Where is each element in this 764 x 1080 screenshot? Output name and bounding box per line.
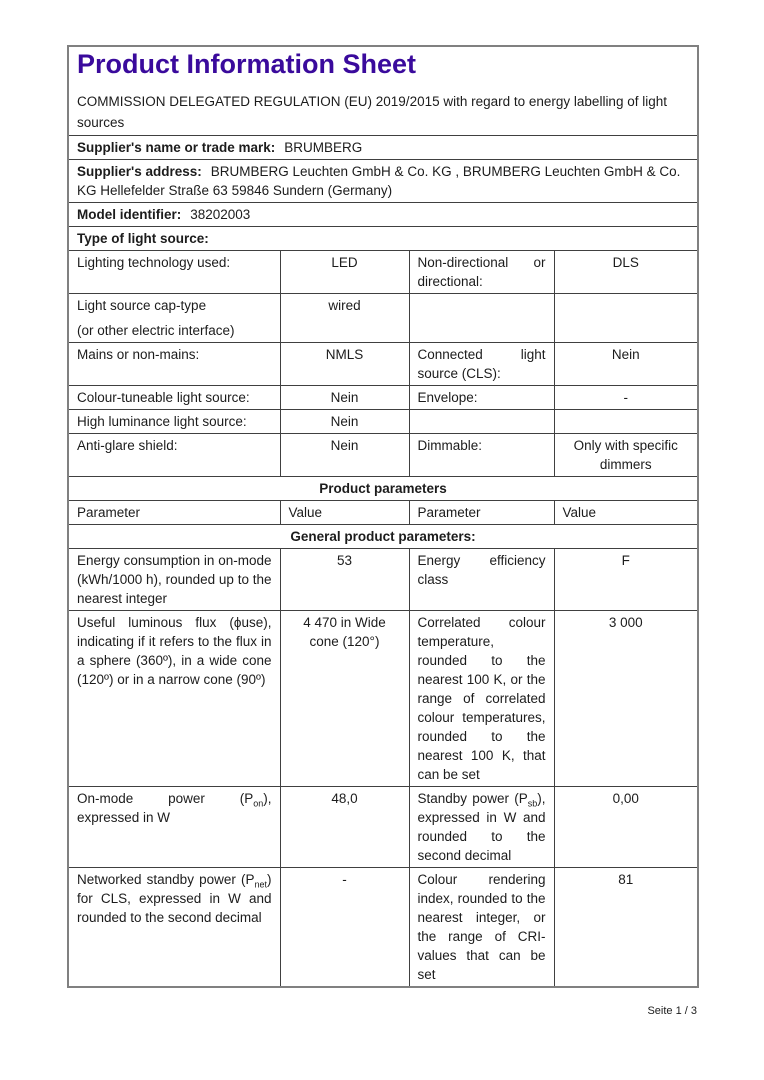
value-cell: 3 000 <box>554 611 698 787</box>
table-row <box>68 868 698 988</box>
empty-cell <box>409 294 554 343</box>
value-cell: LED <box>280 251 409 294</box>
cap-type-line1: Light source cap-type <box>77 298 207 313</box>
supplier-address-row <box>68 160 698 203</box>
column-header-row <box>68 501 698 525</box>
supplier-name-cell <box>68 136 698 160</box>
value-cell: Nein <box>554 343 698 386</box>
value-cell: - <box>554 386 698 410</box>
table-row <box>68 410 698 434</box>
param-label-cell: On-mode power $(P_{on})$, expressed in W <box>68 787 280 868</box>
cap-type-line2: (or other electric interface) <box>77 323 235 338</box>
product-parameters-heading-row <box>68 477 698 501</box>
product-parameters-heading: Product parameters <box>68 477 698 501</box>
column-header: Value <box>554 501 698 525</box>
value-cell: F <box>554 549 698 611</box>
param-label-cell <box>68 294 280 343</box>
subscript: on <box>253 798 264 809</box>
empty-cell <box>554 294 698 343</box>
supplier-name-row <box>68 136 698 160</box>
value-cell: NMLS <box>280 343 409 386</box>
param-label-cell: Colour rendering index, rounded to the nearest integer, or the range of CRI-values that can be set <box>409 868 554 988</box>
table-row <box>68 434 698 477</box>
param-label-cell: Dimmable: <box>409 434 554 477</box>
header-cell <box>68 46 698 136</box>
model-identifier-value: 38202003 <box>190 207 251 222</box>
param-label-cell: High luminance light source: <box>68 410 280 434</box>
header-row <box>68 46 698 136</box>
regulation-subtitle: COMMISSION DELEGATED REGULATION (EU) 2019/2015 with regard to energy labelling of light sources <box>77 94 667 130</box>
value-cell: 53 <box>280 549 409 611</box>
general-parameters-heading-row <box>68 525 698 549</box>
supplier-address-value: BRUMBERG Leuchten GmbH & Co. KG , BRUMBERG Leuchten GmbH & Co. KG Hellefelder Straße 63 59846 Sundern (Germany) <box>77 164 681 198</box>
param-label-cell: Connected light source (CLS): <box>409 343 554 386</box>
param-label-cell: Lighting technology used: <box>68 251 280 294</box>
value-cell: wired <box>280 294 409 343</box>
table-row <box>68 549 698 611</box>
param-label-cell: Mains or non-mains: <box>68 343 280 386</box>
value-cell: 0,00 <box>554 787 698 868</box>
table-row <box>68 611 698 787</box>
param-label-cell: Useful luminous flux (ϕuse), indicating if it refers to the flux in a sphere (360º), in a wide cone (120º) or in a narrow cone (90º) <box>68 611 280 787</box>
param-label-cell: Correlated colour temperature, rounded to the nearest 100 K, or the range of correlated colour temperatures, rounded to the nearest 100 K, that can be set <box>409 611 554 787</box>
model-identifier-label: Model identifier: <box>77 207 182 222</box>
param-label-cell: Anti-glare shield: <box>68 434 280 477</box>
general-parameters-heading: General product parameters: <box>68 525 698 549</box>
table-row <box>68 343 698 386</box>
subscript: net <box>254 879 267 890</box>
table-row <box>68 787 698 868</box>
type-heading-row <box>68 227 698 251</box>
model-identifier-row <box>68 203 698 227</box>
value-cell: Nein <box>280 410 409 434</box>
column-header: Parameter <box>68 501 280 525</box>
supplier-name-label: Supplier's name or trade mark: <box>77 140 276 155</box>
empty-cell <box>554 410 698 434</box>
product-information-table <box>67 45 699 988</box>
value-cell: Nein <box>280 434 409 477</box>
column-header: Parameter <box>409 501 554 525</box>
table-row <box>68 251 698 294</box>
value-cell: - <box>280 868 409 988</box>
param-label-cell: Colour-tuneable light source: <box>68 386 280 410</box>
table-row <box>68 386 698 410</box>
supplier-address-cell <box>68 160 698 203</box>
value-cell: 4 470 in Wide cone (120°) <box>280 611 409 787</box>
value-cell: Nein <box>280 386 409 410</box>
param-label-cell: Energy consumption in on-mode (kWh/1000 h), rounded up to the nearest integer <box>68 549 280 611</box>
param-label-cell: Standby power $(P_{sb})$, expressed in W and rounded to the second decimal <box>409 787 554 868</box>
param-label-cell: Envelope: <box>409 386 554 410</box>
param-label-cell: Non-directional or directional: <box>409 251 554 294</box>
column-header: Value <box>280 501 409 525</box>
table-row <box>68 294 698 343</box>
model-identifier-cell <box>68 203 698 227</box>
empty-cell <box>409 410 554 434</box>
value-cell: DLS <box>554 251 698 294</box>
value-cell: 81 <box>554 868 698 988</box>
supplier-name-value: BRUMBERG <box>284 140 363 155</box>
param-label-cell: Energy efficiency class <box>409 549 554 611</box>
value-cell: 48,0 <box>280 787 409 868</box>
supplier-address-label: Supplier's address: <box>77 164 202 179</box>
subscript: sb <box>527 798 538 809</box>
param-label-cell: Networked standby power $(P_{net})$ for CLS, expressed in W and rounded to the second decimal <box>68 868 280 988</box>
page-title: Product Information Sheet <box>77 49 417 79</box>
value-cell: Only with specific dimmers <box>554 434 698 477</box>
page-number: Seite 1 / 3 <box>647 1005 697 1017</box>
type-heading-cell: Type of light source: <box>68 227 698 251</box>
